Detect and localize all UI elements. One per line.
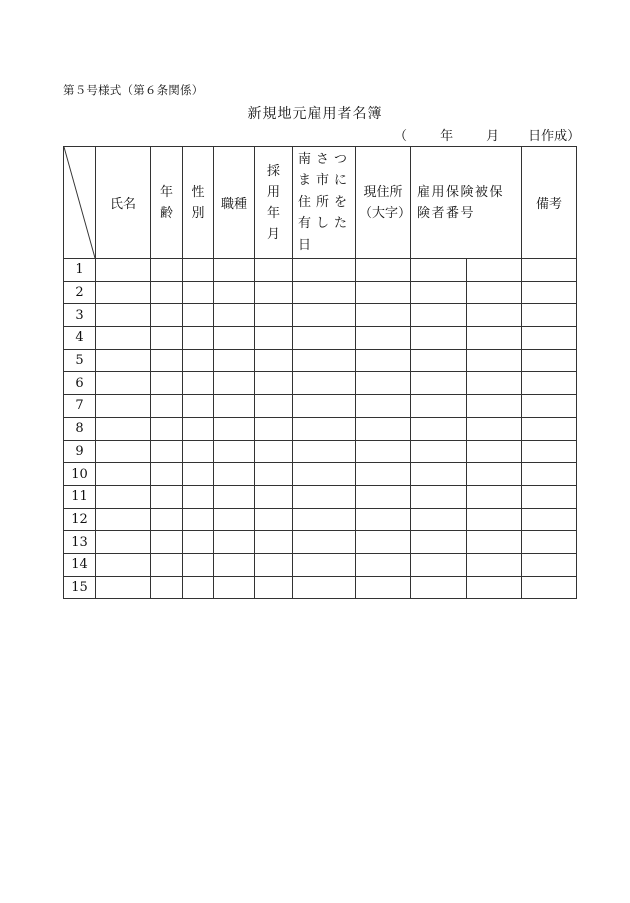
cell-job-type[interactable] <box>214 395 255 418</box>
diagonal-corner-cell <box>64 147 96 259</box>
cell-insurance-number-a[interactable] <box>411 531 467 554</box>
cell-hire-year-month[interactable] <box>255 531 293 554</box>
header-row <box>64 147 577 259</box>
cell-job-type[interactable] <box>214 463 255 486</box>
row-number: 2 <box>64 281 96 304</box>
cell-age[interactable] <box>151 259 183 282</box>
cell-current-address[interactable] <box>356 259 411 282</box>
cell-remarks[interactable] <box>522 304 577 327</box>
cell-current-address[interactable] <box>356 417 411 440</box>
cell-age[interactable] <box>151 281 183 304</box>
cell-remarks[interactable] <box>522 440 577 463</box>
cell-job-type[interactable] <box>214 440 255 463</box>
cell-gender[interactable] <box>183 553 214 576</box>
cell-insurance-number-a[interactable] <box>411 440 467 463</box>
header-current-address: 現住所（大字） <box>356 147 411 259</box>
cell-gender[interactable] <box>183 327 214 350</box>
cell-name[interactable] <box>96 463 151 486</box>
cell-insurance-number-a[interactable] <box>411 485 467 508</box>
cell-hire-year-month[interactable] <box>255 327 293 350</box>
cell-insurance-number-a[interactable] <box>411 508 467 531</box>
cell-insurance-number-a[interactable] <box>411 349 467 372</box>
cell-insurance-number-b[interactable] <box>467 304 522 327</box>
cell-gender[interactable] <box>183 281 214 304</box>
cell-current-address[interactable] <box>356 327 411 350</box>
cell-insurance-number-b[interactable] <box>467 508 522 531</box>
cell-current-address[interactable] <box>356 372 411 395</box>
cell-gender[interactable] <box>183 463 214 486</box>
row-number: 9 <box>64 440 96 463</box>
creation-date-line <box>394 125 580 144</box>
row-number: 14 <box>64 553 96 576</box>
cell-current-address[interactable] <box>356 440 411 463</box>
cell-gender[interactable] <box>183 372 214 395</box>
cell-hire-year-month[interactable] <box>255 349 293 372</box>
cell-insurance-number-b[interactable] <box>467 372 522 395</box>
cell-job-type[interactable] <box>214 349 255 372</box>
cell-remarks[interactable] <box>522 395 577 418</box>
table-row <box>64 440 577 463</box>
cell-age[interactable] <box>151 395 183 418</box>
cell-name[interactable] <box>96 349 151 372</box>
table-row <box>64 349 577 372</box>
cell-residence-date[interactable] <box>293 576 356 599</box>
cell-remarks[interactable] <box>522 349 577 372</box>
cell-hire-year-month[interactable] <box>255 553 293 576</box>
cell-remarks[interactable] <box>522 281 577 304</box>
cell-insurance-number-a[interactable] <box>411 372 467 395</box>
table-row <box>64 485 577 508</box>
cell-insurance-number-b[interactable] <box>467 259 522 282</box>
header-age: 年齢 <box>151 147 183 259</box>
table-row <box>64 327 577 350</box>
cell-residence-date[interactable] <box>293 349 356 372</box>
cell-hire-year-month[interactable] <box>255 395 293 418</box>
cell-hire-year-month[interactable] <box>255 372 293 395</box>
cell-name[interactable] <box>96 372 151 395</box>
header-hire-year-month: 採用年月 <box>255 147 293 259</box>
date-month-label: 月 <box>486 129 500 144</box>
cell-residence-date[interactable] <box>293 417 356 440</box>
cell-hire-year-month[interactable] <box>255 440 293 463</box>
cell-insurance-number-b[interactable] <box>467 327 522 350</box>
cell-job-type[interactable] <box>214 281 255 304</box>
cell-residence-date[interactable] <box>293 327 356 350</box>
document-title: 新規地元雇用者名簿 <box>247 106 383 122</box>
cell-age[interactable] <box>151 417 183 440</box>
cell-insurance-number-b[interactable] <box>467 395 522 418</box>
cell-age[interactable] <box>151 349 183 372</box>
cell-job-type[interactable] <box>214 327 255 350</box>
cell-residence-date[interactable] <box>293 304 356 327</box>
table-row <box>64 372 577 395</box>
diagonal-line <box>64 147 95 258</box>
cell-hire-year-month[interactable] <box>255 259 293 282</box>
cell-remarks[interactable] <box>522 531 577 554</box>
cell-name[interactable] <box>96 417 151 440</box>
table-row <box>64 531 577 554</box>
date-year-label: 年 <box>440 129 454 144</box>
cell-gender[interactable] <box>183 485 214 508</box>
cell-hire-year-month[interactable] <box>255 508 293 531</box>
cell-job-type[interactable] <box>214 259 255 282</box>
cell-hire-year-month[interactable] <box>255 304 293 327</box>
table-row <box>64 259 577 282</box>
cell-residence-date[interactable] <box>293 440 356 463</box>
cell-age[interactable] <box>151 463 183 486</box>
cell-residence-date[interactable] <box>293 372 356 395</box>
date-day-created-label: 日作成） <box>528 129 581 144</box>
header-insurance-number: 雇用保険被保険者番号 <box>411 147 522 259</box>
header-remarks: 備考 <box>522 147 577 259</box>
cell-residence-date[interactable] <box>293 395 356 418</box>
cell-age[interactable] <box>151 508 183 531</box>
cell-name[interactable] <box>96 508 151 531</box>
cell-remarks[interactable] <box>522 508 577 531</box>
cell-residence-date[interactable] <box>293 281 356 304</box>
cell-remarks[interactable] <box>522 417 577 440</box>
cell-gender[interactable] <box>183 440 214 463</box>
cell-name[interactable] <box>96 576 151 599</box>
cell-insurance-number-b[interactable] <box>467 463 522 486</box>
cell-insurance-number-a[interactable] <box>411 281 467 304</box>
table-row <box>64 281 577 304</box>
cell-insurance-number-a[interactable] <box>411 304 467 327</box>
cell-age[interactable] <box>151 553 183 576</box>
cell-current-address[interactable] <box>356 281 411 304</box>
cell-hire-year-month[interactable] <box>255 576 293 599</box>
cell-insurance-number-a[interactable] <box>411 259 467 282</box>
cell-name[interactable] <box>96 259 151 282</box>
cell-current-address[interactable] <box>356 463 411 486</box>
table-row <box>64 304 577 327</box>
date-open-paren: （ <box>394 129 408 144</box>
cell-remarks[interactable] <box>522 259 577 282</box>
cell-insurance-number-a[interactable] <box>411 463 467 486</box>
table-row <box>64 395 577 418</box>
cell-current-address[interactable] <box>356 349 411 372</box>
row-number: 4 <box>64 327 96 350</box>
cell-job-type[interactable] <box>214 417 255 440</box>
cell-name[interactable] <box>96 304 151 327</box>
cell-hire-year-month[interactable] <box>255 485 293 508</box>
cell-insurance-number-a[interactable] <box>411 327 467 350</box>
row-number: 11 <box>64 485 96 508</box>
cell-insurance-number-b[interactable] <box>467 576 522 599</box>
cell-residence-date[interactable] <box>293 485 356 508</box>
cell-gender[interactable] <box>183 531 214 554</box>
cell-insurance-number-a[interactable] <box>411 576 467 599</box>
cell-name[interactable] <box>96 553 151 576</box>
cell-current-address[interactable] <box>356 531 411 554</box>
cell-name[interactable] <box>96 281 151 304</box>
cell-age[interactable] <box>151 372 183 395</box>
cell-gender[interactable] <box>183 349 214 372</box>
row-number: 15 <box>64 576 96 599</box>
cell-insurance-number-b[interactable] <box>467 531 522 554</box>
employee-register-table <box>63 146 577 599</box>
row-number: 3 <box>64 304 96 327</box>
row-number: 5 <box>64 349 96 372</box>
cell-remarks[interactable] <box>522 553 577 576</box>
row-number: 8 <box>64 417 96 440</box>
header-job-type: 職種 <box>214 147 255 259</box>
cell-residence-date[interactable] <box>293 531 356 554</box>
cell-current-address[interactable] <box>356 395 411 418</box>
cell-residence-date[interactable] <box>293 508 356 531</box>
cell-residence-date[interactable] <box>293 259 356 282</box>
cell-current-address[interactable] <box>356 485 411 508</box>
table-row <box>64 508 577 531</box>
cell-age[interactable] <box>151 576 183 599</box>
cell-hire-year-month[interactable] <box>255 281 293 304</box>
row-number: 7 <box>64 395 96 418</box>
cell-insurance-number-a[interactable] <box>411 395 467 418</box>
cell-insurance-number-b[interactable] <box>467 440 522 463</box>
header-residence-date: 南さつま市に住所を有した日 <box>293 147 356 259</box>
cell-gender[interactable] <box>183 304 214 327</box>
register-body <box>64 259 577 599</box>
cell-gender[interactable] <box>183 259 214 282</box>
cell-insurance-number-b[interactable] <box>467 485 522 508</box>
cell-current-address[interactable] <box>356 508 411 531</box>
table-row <box>64 553 577 576</box>
cell-job-type[interactable] <box>214 553 255 576</box>
form-number: 第５号様式（第６条関係） <box>63 83 204 97</box>
row-number: 6 <box>64 372 96 395</box>
row-number: 1 <box>64 259 96 282</box>
cell-job-type[interactable] <box>214 508 255 531</box>
cell-age[interactable] <box>151 327 183 350</box>
header-name: 氏名 <box>96 147 151 259</box>
cell-remarks[interactable] <box>522 372 577 395</box>
cell-current-address[interactable] <box>356 304 411 327</box>
cell-age[interactable] <box>151 440 183 463</box>
cell-remarks[interactable] <box>522 576 577 599</box>
table-row <box>64 576 577 599</box>
cell-job-type[interactable] <box>214 531 255 554</box>
cell-gender[interactable] <box>183 417 214 440</box>
cell-gender[interactable] <box>183 508 214 531</box>
cell-insurance-number-b[interactable] <box>467 349 522 372</box>
cell-gender[interactable] <box>183 395 214 418</box>
cell-job-type[interactable] <box>214 485 255 508</box>
cell-job-type[interactable] <box>214 576 255 599</box>
row-number: 10 <box>64 463 96 486</box>
cell-current-address[interactable] <box>356 576 411 599</box>
cell-age[interactable] <box>151 485 183 508</box>
table-row <box>64 417 577 440</box>
cell-remarks[interactable] <box>522 463 577 486</box>
cell-age[interactable] <box>151 531 183 554</box>
cell-insurance-number-b[interactable] <box>467 417 522 440</box>
cell-gender[interactable] <box>183 576 214 599</box>
cell-residence-date[interactable] <box>293 463 356 486</box>
cell-hire-year-month[interactable] <box>255 463 293 486</box>
row-number: 13 <box>64 531 96 554</box>
cell-age[interactable] <box>151 304 183 327</box>
cell-job-type[interactable] <box>214 372 255 395</box>
cell-job-type[interactable] <box>214 304 255 327</box>
cell-hire-year-month[interactable] <box>255 417 293 440</box>
cell-insurance-number-b[interactable] <box>467 553 522 576</box>
row-number: 12 <box>64 508 96 531</box>
cell-remarks[interactable] <box>522 485 577 508</box>
cell-name[interactable] <box>96 531 151 554</box>
cell-current-address[interactable] <box>356 553 411 576</box>
cell-residence-date[interactable] <box>293 553 356 576</box>
cell-name[interactable] <box>96 485 151 508</box>
cell-insurance-number-b[interactable] <box>467 281 522 304</box>
cell-insurance-number-a[interactable] <box>411 417 467 440</box>
cell-name[interactable] <box>96 395 151 418</box>
header-gender: 性別 <box>183 147 214 259</box>
table-row <box>64 463 577 486</box>
cell-remarks[interactable] <box>522 327 577 350</box>
cell-name[interactable] <box>96 440 151 463</box>
cell-name[interactable] <box>96 327 151 350</box>
cell-insurance-number-a[interactable] <box>411 553 467 576</box>
